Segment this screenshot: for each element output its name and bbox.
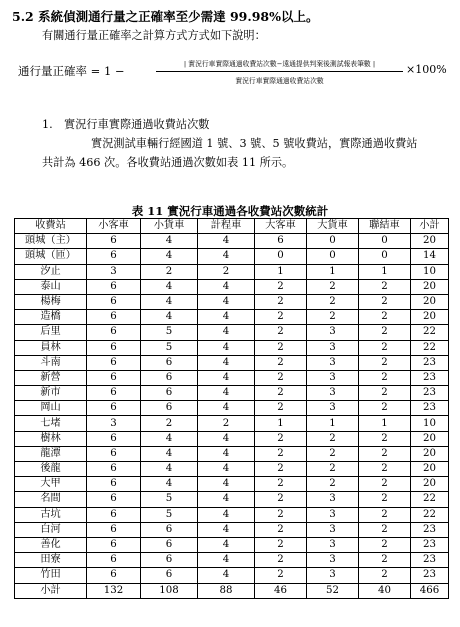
count-cell: 2 bbox=[141, 264, 198, 279]
count-cell: 4 bbox=[198, 294, 255, 309]
count-cell: 6 bbox=[255, 234, 307, 249]
col-header: 大客車 bbox=[255, 219, 307, 234]
count-cell: 6 bbox=[87, 234, 141, 249]
count-cell: 6 bbox=[87, 492, 141, 507]
count-cell: 10 bbox=[411, 416, 449, 431]
count-cell: 1 bbox=[307, 416, 359, 431]
table-total-row bbox=[15, 583, 449, 598]
count-cell: 4 bbox=[141, 477, 198, 492]
count-cell: 0 bbox=[359, 234, 411, 249]
station-name-cell: 員林 bbox=[15, 340, 87, 355]
table-body bbox=[15, 234, 449, 583]
count-cell: 2 bbox=[307, 294, 359, 309]
col-header: 大貨車 bbox=[307, 219, 359, 234]
table-row bbox=[15, 310, 449, 325]
count-cell: 6 bbox=[87, 340, 141, 355]
count-cell: 23 bbox=[411, 537, 449, 552]
count-cell: 22 bbox=[411, 325, 449, 340]
subsection-number: 1. bbox=[42, 118, 53, 131]
count-cell: 22 bbox=[411, 507, 449, 522]
table-row bbox=[15, 279, 449, 294]
count-cell: 2 bbox=[359, 310, 411, 325]
count-cell: 4 bbox=[198, 310, 255, 325]
count-cell: 6 bbox=[141, 401, 198, 416]
count-cell: 20 bbox=[411, 234, 449, 249]
count-cell: 2 bbox=[198, 264, 255, 279]
station-name-cell: 七堵 bbox=[15, 416, 87, 431]
count-cell: 2 bbox=[198, 416, 255, 431]
count-cell: 4 bbox=[198, 325, 255, 340]
count-cell: 4 bbox=[198, 462, 255, 477]
count-cell: 2 bbox=[359, 477, 411, 492]
count-cell: 2 bbox=[359, 492, 411, 507]
station-name-cell: 汐止 bbox=[15, 264, 87, 279]
table-row bbox=[15, 553, 449, 568]
count-cell: 6 bbox=[141, 553, 198, 568]
count-cell: 23 bbox=[411, 522, 449, 537]
table-row bbox=[15, 416, 449, 431]
count-cell: 2 bbox=[359, 401, 411, 416]
count-cell: 3 bbox=[307, 507, 359, 522]
count-cell: 2 bbox=[307, 279, 359, 294]
count-cell: 23 bbox=[411, 370, 449, 385]
count-cell: 2 bbox=[359, 386, 411, 401]
count-cell: 2 bbox=[307, 446, 359, 461]
count-cell: 4 bbox=[198, 507, 255, 522]
count-cell: 4 bbox=[141, 431, 198, 446]
station-name-cell: 後龍 bbox=[15, 462, 87, 477]
count-cell: 6 bbox=[87, 507, 141, 522]
table-row bbox=[15, 325, 449, 340]
station-name-cell: 大甲 bbox=[15, 477, 87, 492]
station-name-cell: 田寮 bbox=[15, 553, 87, 568]
count-cell: 2 bbox=[255, 477, 307, 492]
count-cell: 2 bbox=[359, 431, 411, 446]
total-cell: 108 bbox=[141, 583, 198, 598]
station-name-cell: 后里 bbox=[15, 325, 87, 340]
table-caption: 表 11 實況行車通過各收費站次數統計 bbox=[131, 204, 329, 218]
table-row bbox=[15, 234, 449, 249]
count-cell: 6 bbox=[141, 370, 198, 385]
accuracy-formula bbox=[18, 58, 448, 86]
count-cell: 4 bbox=[198, 568, 255, 583]
count-cell: 3 bbox=[307, 492, 359, 507]
table-row bbox=[15, 340, 449, 355]
count-cell: 4 bbox=[198, 431, 255, 446]
table-row bbox=[15, 507, 449, 522]
col-header: 聯結車 bbox=[359, 219, 411, 234]
table-row bbox=[15, 431, 449, 446]
count-cell: 2 bbox=[359, 507, 411, 522]
count-cell: 6 bbox=[87, 477, 141, 492]
count-cell: 0 bbox=[307, 234, 359, 249]
subsection-heading bbox=[42, 116, 209, 132]
count-cell: 4 bbox=[198, 446, 255, 461]
count-cell: 5 bbox=[141, 325, 198, 340]
count-cell: 4 bbox=[198, 537, 255, 552]
count-cell: 2 bbox=[255, 370, 307, 385]
count-cell: 2 bbox=[255, 279, 307, 294]
station-name-cell: 造橋 bbox=[15, 310, 87, 325]
count-cell: 4 bbox=[198, 522, 255, 537]
count-cell: 3 bbox=[307, 325, 359, 340]
station-name-cell: 新市 bbox=[15, 386, 87, 401]
count-cell: 6 bbox=[87, 537, 141, 552]
count-cell: 2 bbox=[359, 279, 411, 294]
count-cell: 0 bbox=[255, 249, 307, 264]
count-cell: 2 bbox=[359, 340, 411, 355]
station-name-cell: 泰山 bbox=[15, 279, 87, 294]
count-cell: 3 bbox=[307, 401, 359, 416]
count-cell: 2 bbox=[255, 340, 307, 355]
count-cell: 4 bbox=[198, 386, 255, 401]
count-cell: 20 bbox=[411, 462, 449, 477]
count-cell: 2 bbox=[255, 310, 307, 325]
count-cell: 6 bbox=[87, 431, 141, 446]
count-cell: 2 bbox=[141, 416, 198, 431]
col-header: 小客車 bbox=[87, 219, 141, 234]
formula-numerator: | 實況行車實際通過收費站次數−遠通提供判案後測試報表筆數 | bbox=[183, 60, 376, 68]
count-cell: 4 bbox=[141, 279, 198, 294]
table-row bbox=[15, 462, 449, 477]
count-cell: 4 bbox=[198, 401, 255, 416]
count-cell: 3 bbox=[307, 522, 359, 537]
count-cell: 2 bbox=[255, 386, 307, 401]
station-name-cell: 樹林 bbox=[15, 431, 87, 446]
count-cell: 2 bbox=[359, 294, 411, 309]
station-name-cell: 白河 bbox=[15, 522, 87, 537]
count-cell: 5 bbox=[141, 507, 198, 522]
count-cell: 3 bbox=[307, 386, 359, 401]
count-cell: 2 bbox=[307, 462, 359, 477]
count-cell: 6 bbox=[141, 355, 198, 370]
station-name-cell: 新營 bbox=[15, 370, 87, 385]
table-row bbox=[15, 522, 449, 537]
table-row bbox=[15, 568, 449, 583]
count-cell: 14 bbox=[411, 249, 449, 264]
count-cell: 4 bbox=[198, 370, 255, 385]
count-cell: 4 bbox=[198, 279, 255, 294]
count-cell: 6 bbox=[87, 325, 141, 340]
total-cell: 40 bbox=[359, 583, 411, 598]
count-cell: 5 bbox=[141, 340, 198, 355]
count-cell: 2 bbox=[255, 355, 307, 370]
table-row bbox=[15, 355, 449, 370]
count-cell: 3 bbox=[307, 340, 359, 355]
count-cell: 4 bbox=[198, 477, 255, 492]
table-row bbox=[15, 537, 449, 552]
table-row bbox=[15, 401, 449, 416]
station-name-cell: 善化 bbox=[15, 537, 87, 552]
count-cell: 2 bbox=[255, 446, 307, 461]
count-cell: 6 bbox=[87, 568, 141, 583]
count-cell: 2 bbox=[255, 492, 307, 507]
count-cell: 2 bbox=[255, 568, 307, 583]
count-cell: 1 bbox=[255, 264, 307, 279]
table-row bbox=[15, 294, 449, 309]
count-cell: 4 bbox=[198, 355, 255, 370]
count-cell: 3 bbox=[307, 355, 359, 370]
count-cell: 2 bbox=[255, 294, 307, 309]
count-cell: 6 bbox=[87, 401, 141, 416]
count-cell: 4 bbox=[141, 462, 198, 477]
count-cell: 3 bbox=[307, 370, 359, 385]
count-cell: 20 bbox=[411, 294, 449, 309]
count-cell: 4 bbox=[198, 340, 255, 355]
count-cell: 2 bbox=[359, 355, 411, 370]
table-header-row bbox=[15, 219, 449, 234]
count-cell: 20 bbox=[411, 431, 449, 446]
count-cell: 3 bbox=[307, 553, 359, 568]
total-cell: 小計 bbox=[15, 583, 87, 598]
subsection-title: 實況行車實際通過收費站次數 bbox=[64, 118, 210, 131]
count-cell: 4 bbox=[198, 553, 255, 568]
table-row bbox=[15, 264, 449, 279]
toll-station-table bbox=[14, 218, 449, 599]
count-cell: 6 bbox=[87, 355, 141, 370]
count-cell: 4 bbox=[198, 492, 255, 507]
count-cell: 2 bbox=[359, 568, 411, 583]
station-name-cell: 斗南 bbox=[15, 355, 87, 370]
count-cell: 23 bbox=[411, 355, 449, 370]
count-cell: 1 bbox=[307, 264, 359, 279]
count-cell: 2 bbox=[359, 537, 411, 552]
station-name-cell: 楊梅 bbox=[15, 294, 87, 309]
count-cell: 10 bbox=[411, 264, 449, 279]
count-cell: 2 bbox=[255, 522, 307, 537]
count-cell: 20 bbox=[411, 477, 449, 492]
table-row bbox=[15, 370, 449, 385]
count-cell: 4 bbox=[141, 249, 198, 264]
total-cell: 132 bbox=[87, 583, 141, 598]
count-cell: 6 bbox=[87, 553, 141, 568]
col-header: 小貨車 bbox=[141, 219, 198, 234]
paragraph-line-1: 實況測試車輛行經國道 1 號、3 號、5 號收費站，實際通過收費站 bbox=[91, 137, 418, 150]
count-cell: 6 bbox=[87, 279, 141, 294]
count-cell: 3 bbox=[307, 537, 359, 552]
count-cell: 23 bbox=[411, 553, 449, 568]
count-cell: 6 bbox=[87, 522, 141, 537]
count-cell: 4 bbox=[141, 310, 198, 325]
count-cell: 22 bbox=[411, 340, 449, 355]
count-cell: 6 bbox=[87, 462, 141, 477]
total-cell: 46 bbox=[255, 583, 307, 598]
count-cell: 2 bbox=[359, 446, 411, 461]
table-row bbox=[15, 386, 449, 401]
station-name-cell: 竹田 bbox=[15, 568, 87, 583]
count-cell: 6 bbox=[87, 310, 141, 325]
table-row bbox=[15, 477, 449, 492]
station-name-cell: 名間 bbox=[15, 492, 87, 507]
count-cell: 2 bbox=[359, 462, 411, 477]
count-cell: 6 bbox=[87, 386, 141, 401]
section-heading: 5.2 系統偵測通行量之正確率至少需達 99.98%以上。 bbox=[12, 9, 319, 24]
count-cell: 2 bbox=[307, 477, 359, 492]
count-cell: 1 bbox=[255, 416, 307, 431]
total-cell: 88 bbox=[198, 583, 255, 598]
count-cell: 2 bbox=[359, 553, 411, 568]
count-cell: 4 bbox=[141, 294, 198, 309]
count-cell: 20 bbox=[411, 446, 449, 461]
col-header: 收費站 bbox=[15, 219, 87, 234]
count-cell: 2 bbox=[255, 325, 307, 340]
count-cell: 23 bbox=[411, 401, 449, 416]
count-cell: 2 bbox=[307, 431, 359, 446]
count-cell: 2 bbox=[255, 462, 307, 477]
table-row bbox=[15, 446, 449, 461]
paragraph-line-2: 共計為 466 次。各收費站通過次數如表 11 所示。 bbox=[42, 156, 294, 169]
col-header: 小計 bbox=[411, 219, 449, 234]
station-name-cell: 頭城（匝） bbox=[15, 249, 87, 264]
station-name-cell: 龍潭 bbox=[15, 446, 87, 461]
count-cell: 20 bbox=[411, 279, 449, 294]
formula-denominator: 實況行車實際通過收費站次數 bbox=[235, 77, 324, 85]
count-cell: 6 bbox=[141, 522, 198, 537]
count-cell: 2 bbox=[255, 431, 307, 446]
count-cell: 23 bbox=[411, 568, 449, 583]
count-cell: 2 bbox=[255, 507, 307, 522]
count-cell: 5 bbox=[141, 492, 198, 507]
station-name-cell: 古坑 bbox=[15, 507, 87, 522]
count-cell: 2 bbox=[255, 553, 307, 568]
count-cell: 2 bbox=[359, 370, 411, 385]
count-cell: 6 bbox=[141, 386, 198, 401]
count-cell: 3 bbox=[307, 568, 359, 583]
formula-times-percent: ×100% bbox=[406, 63, 447, 76]
count-cell: 2 bbox=[255, 401, 307, 416]
station-name-cell: 頭城（主） bbox=[15, 234, 87, 249]
formula-label: 通行量正確率 = 1 − bbox=[18, 64, 125, 78]
count-cell: 3 bbox=[87, 416, 141, 431]
count-cell: 0 bbox=[359, 249, 411, 264]
count-cell: 1 bbox=[359, 416, 411, 431]
count-cell: 4 bbox=[141, 446, 198, 461]
count-cell: 2 bbox=[359, 522, 411, 537]
count-cell: 6 bbox=[87, 249, 141, 264]
count-cell: 6 bbox=[87, 446, 141, 461]
count-cell: 2 bbox=[255, 537, 307, 552]
count-cell: 6 bbox=[87, 294, 141, 309]
count-cell: 2 bbox=[307, 310, 359, 325]
col-header: 計程車 bbox=[198, 219, 255, 234]
count-cell: 1 bbox=[359, 264, 411, 279]
count-cell: 4 bbox=[198, 234, 255, 249]
count-cell: 2 bbox=[359, 325, 411, 340]
count-cell: 4 bbox=[141, 234, 198, 249]
count-cell: 6 bbox=[141, 537, 198, 552]
table-row bbox=[15, 249, 449, 264]
count-cell: 4 bbox=[198, 249, 255, 264]
station-name-cell: 岡山 bbox=[15, 401, 87, 416]
count-cell: 6 bbox=[141, 568, 198, 583]
table-row bbox=[15, 492, 449, 507]
intro-text: 有關通行量正確率之計算方式方式如下說明： bbox=[42, 29, 266, 42]
count-cell: 22 bbox=[411, 492, 449, 507]
count-cell: 3 bbox=[87, 264, 141, 279]
count-cell: 6 bbox=[87, 370, 141, 385]
formula-fraction bbox=[156, 58, 403, 85]
total-cell: 52 bbox=[307, 583, 359, 598]
count-cell: 0 bbox=[307, 249, 359, 264]
count-cell: 20 bbox=[411, 310, 449, 325]
count-cell: 23 bbox=[411, 386, 449, 401]
total-cell: 466 bbox=[411, 583, 449, 598]
